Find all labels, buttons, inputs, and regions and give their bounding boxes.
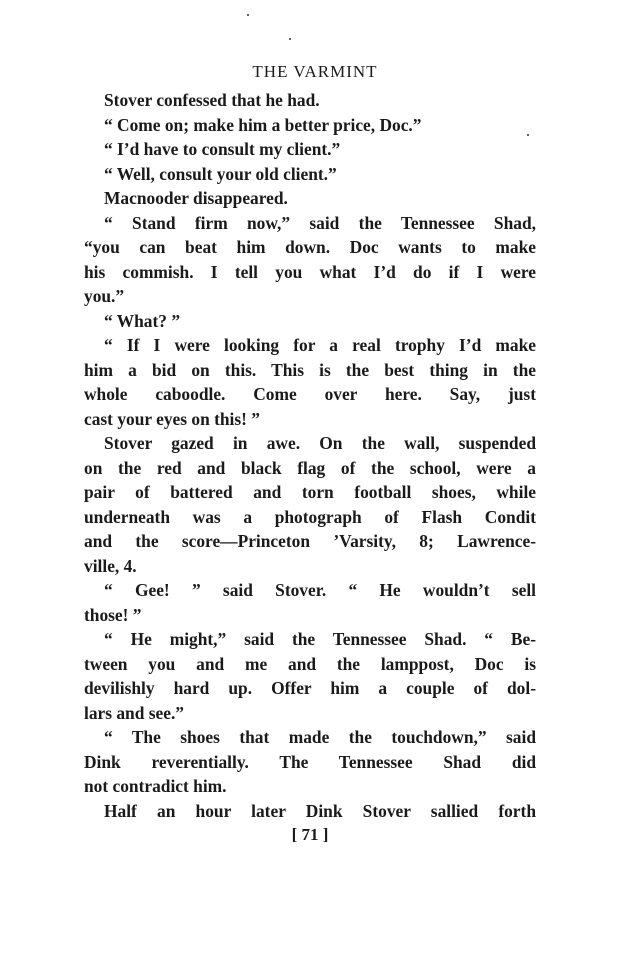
text-line: “ Gee! ” said Stover. “ He wouldn’t sell: [104, 580, 536, 600]
text-line: Stover gazed in awe. On the wall, suspended: [104, 433, 536, 453]
text-line: “ What? ”: [104, 310, 181, 331]
dust-speck: [289, 38, 291, 40]
text-line: “ He might,” said the Tennessee Shad. “ Be-: [104, 629, 536, 649]
text-line: “ The shoes that made the touchdown,” said: [104, 727, 536, 747]
dust-speck: [247, 14, 249, 16]
running-header: THE VARMINT: [252, 62, 378, 81]
text-line: “ Well, consult your old client.”: [104, 163, 337, 184]
text-line: Half an hour later Dink Stover sallied forth: [104, 800, 536, 821]
text-line: lars and see.”: [84, 702, 184, 723]
text-line: tween you and me and the lamppost, Doc is: [84, 653, 536, 674]
text-line: “ If I were looking for a real trophy I’d make: [104, 335, 536, 355]
text-line: devilishly hard up. Offer him a couple of dol-: [84, 678, 536, 698]
text-line: those! ”: [84, 604, 142, 625]
text-line: him a bid on this. This is the best thing in the: [84, 359, 536, 380]
text-line: you.”: [84, 286, 125, 306]
text-line: cast your eyes on this! ”: [84, 408, 260, 429]
text-line: “ Stand firm now,” said the Tennessee Shad,: [104, 212, 536, 233]
text-line: Macnooder disappeared.: [104, 188, 288, 208]
page-number: [ 71 ]: [291, 825, 329, 844]
text-line: not contradict him.: [84, 776, 227, 796]
book-page: [84, 62, 536, 845]
text-line: pair of battered and torn football shoes, while: [84, 482, 536, 502]
text-line: Dink reverentially. The Tennessee Shad did: [84, 751, 536, 772]
text-line: ville, 4.: [84, 555, 137, 576]
text-line: “ Come on; make him a better price, Doc.”: [104, 114, 422, 135]
text-line: whole caboodle. Come over here. Say, just: [84, 384, 536, 404]
text-line: Stover confessed that he had.: [104, 90, 320, 110]
text-line: on the red and black flag of the school, were a: [84, 457, 536, 478]
body-text: [84, 88, 536, 823]
text-line: “you can beat him down. Doc wants to make: [84, 237, 536, 257]
text-line: and the score—Princeton ’Varsity, 8; Lawrence-: [84, 531, 536, 551]
text-line: his commish. I tell you what I’d do if I were: [84, 261, 536, 282]
text-line: “ I’d have to consult my client.”: [104, 139, 341, 159]
text-line: underneath was a photograph of Flash Condit: [84, 506, 536, 527]
